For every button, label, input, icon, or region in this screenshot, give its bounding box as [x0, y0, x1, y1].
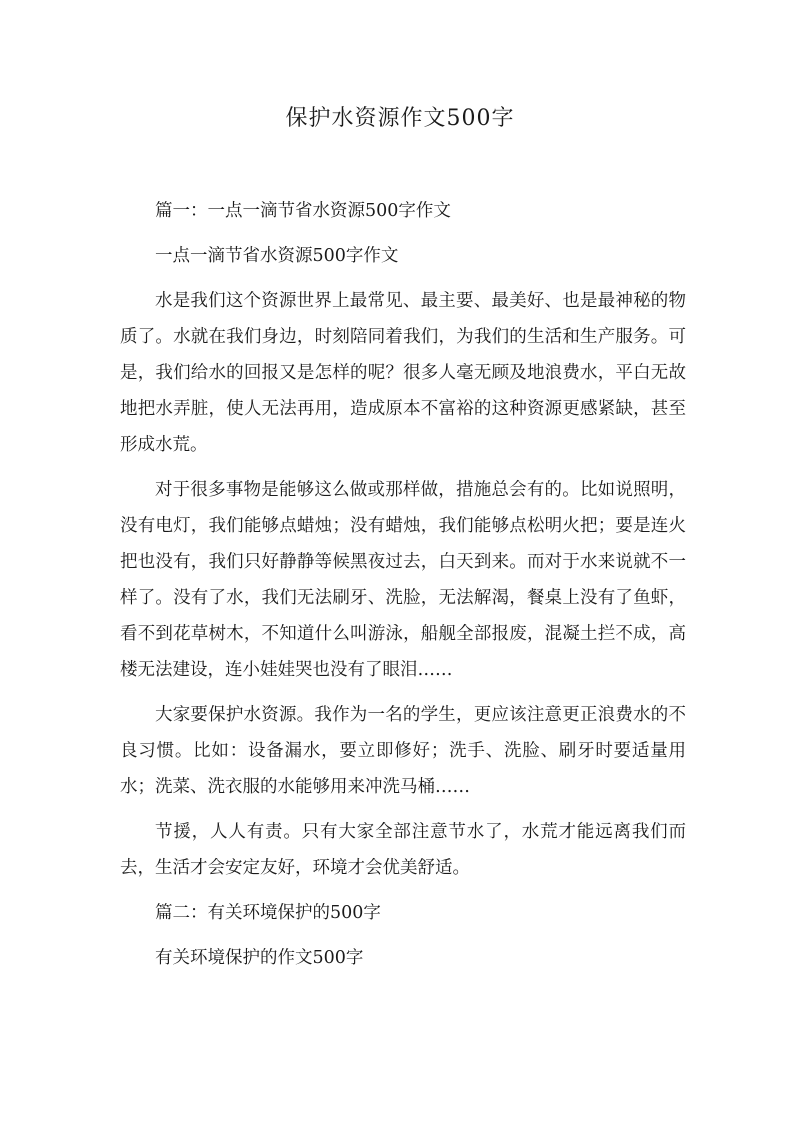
section-heading-1: 篇一：一点一滴节省水资源500字作文 — [155, 201, 451, 221]
essay-title-2: 有关环境保护的作文500字 — [155, 948, 364, 968]
section-heading-2: 篇二：有关环境保护的500字 — [155, 903, 381, 923]
paragraph-4: 节援，人人有责。只有大家全部注意节水了，水荒才能远离我们而去，生活才会安定友好，环境才会优美舒适。 — [120, 822, 686, 878]
document-title: 保护水资源作文500字 — [285, 106, 515, 131]
essay-title-1: 一点一滴节省水资源500字作文 — [155, 246, 399, 266]
paragraph-2: 对于很多事物是能够这么做或那样做，措施总会有的。比如说照明，没有电灯，我们能够点蜡烛；没有蜡烛，我们能够点松明火把；要是连火把也没有，我们只好静静等候黑夜过去，白天到来。而对于水来说就不一样了。没有了水，我们无法刷牙、洗脸，无法解渴，餐桌上没有了鱼虾，看不到花草树木，不知道什么叫游泳，船舰全部报废，混凝土拦不成，高楼无法建设，连小娃娃哭也没有了眼泪…… — [120, 480, 686, 680]
paragraph-3: 大家要保护水资源。我作为一名的学生，更应该注意更正浪费水的不良习惯。比如：设备漏水，要立即修好；洗手、洗脸、刷牙时要适量用水；洗菜、洗衣服的水能够用来冲洗马桶…… — [120, 705, 686, 797]
document-body — [120, 184, 686, 976]
paragraph-1: 水是我们这个资源世界上最常见、最主要、最美好、也是最神秘的物质了。水就在我们身边，时刻陪同着我们，为我们的生活和生产服务。可是，我们给水的回报又是怎样的呢？很多人毫无顾及地浪费水，平白无故地把水弄脏，使人无法再用，造成原本不富裕的这种资源更感紧缺，甚至形成水荒。 — [120, 291, 686, 455]
